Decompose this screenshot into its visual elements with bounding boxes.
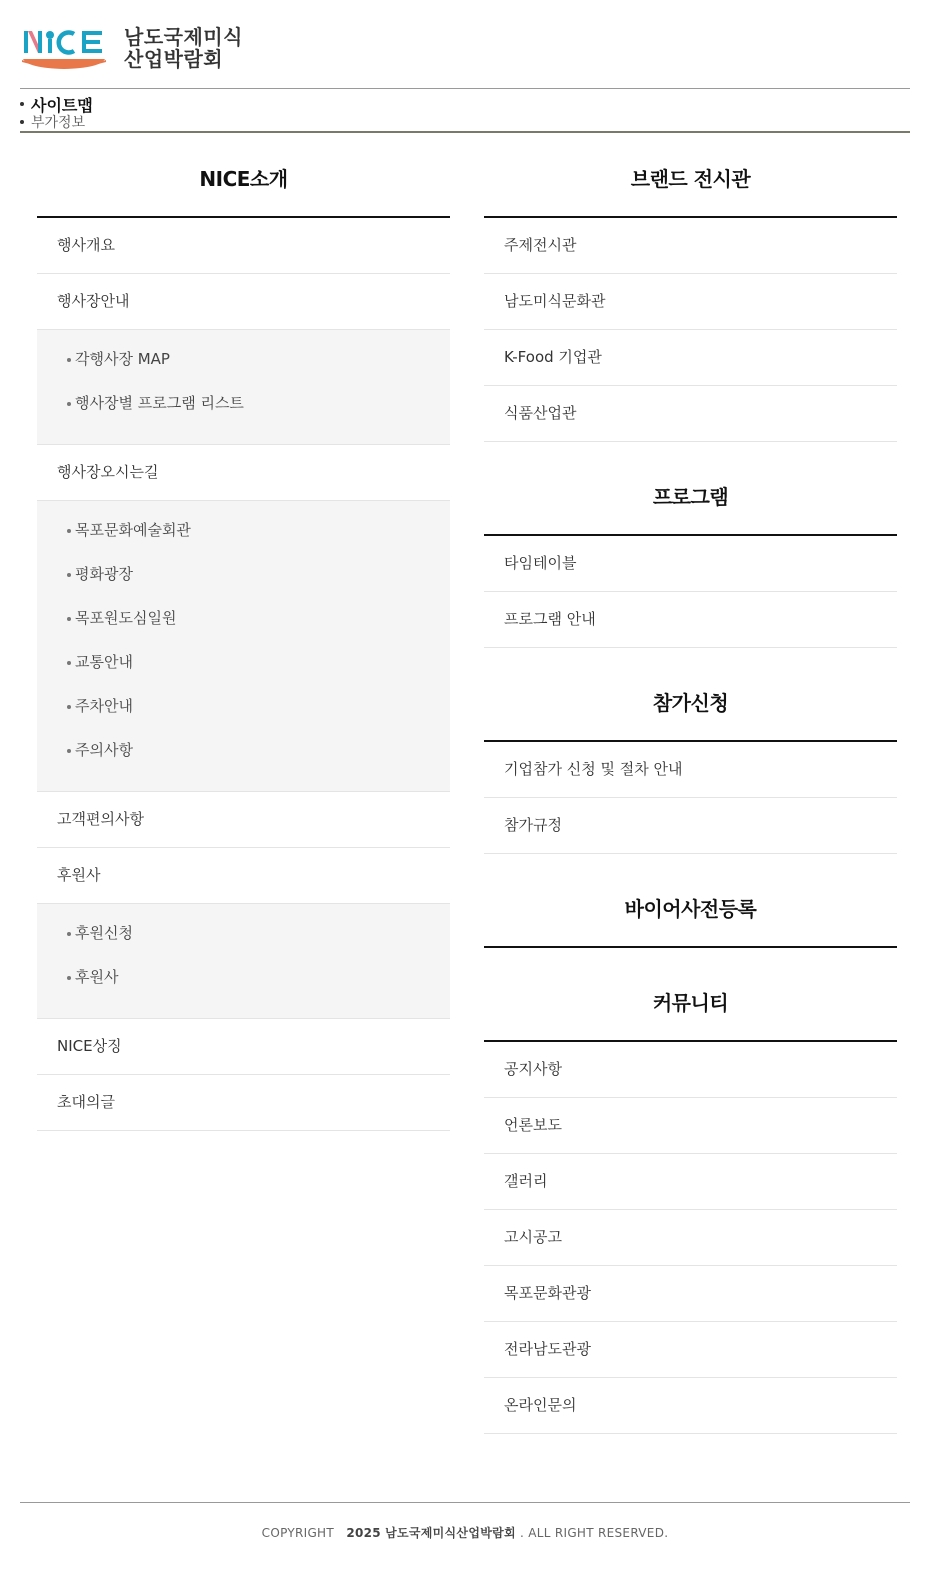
- sitemap-link[interactable]: 기업참가 신청 및 절차 안내: [484, 742, 897, 798]
- copyright-year: 2025: [346, 1526, 381, 1540]
- sitemap-sublink[interactable]: [37, 918, 450, 962]
- sitemap-link[interactable]: 행사장안내: [37, 274, 450, 330]
- section-title-buyer-preregistration[interactable]: 바이어사전등록: [484, 878, 897, 948]
- sitemap-link[interactable]: 식품산업관: [484, 386, 897, 442]
- sitemap-sublink[interactable]: [37, 344, 450, 388]
- section-title-nice-intro[interactable]: NICE소개: [37, 148, 450, 218]
- bullet-icon: [67, 976, 71, 980]
- sublink-label: 주차안내: [75, 697, 133, 715]
- section-title-registration[interactable]: 참가신청: [484, 672, 897, 742]
- sublink-label: 목포문화예술회관: [75, 521, 191, 539]
- sublink-label: 각행사장 MAP: [75, 350, 170, 368]
- sitemap-link[interactable]: K-Food 기업관: [484, 330, 897, 386]
- sublink-label: 교통안내: [75, 653, 133, 671]
- copyright-prefix: COPYRIGHT: [261, 1526, 334, 1540]
- breadcrumb: [20, 94, 93, 132]
- sitemap-sublink[interactable]: [37, 647, 450, 691]
- bullet-icon: [67, 749, 71, 753]
- brand-name: [124, 26, 243, 70]
- sitemap-sublink[interactable]: [37, 603, 450, 647]
- sitemap-sublink[interactable]: [37, 388, 450, 432]
- bullet-icon: [67, 705, 71, 709]
- sitemap-link[interactable]: 온라인문의: [484, 1378, 897, 1434]
- sitemap-submenu: [37, 501, 450, 792]
- sitemap-link[interactable]: 후원사: [37, 848, 450, 904]
- footer-copyright: [0, 1524, 930, 1541]
- sitemap-sublink[interactable]: [37, 515, 450, 559]
- sitemap-link[interactable]: 공지사항: [484, 1042, 897, 1098]
- sitemap-submenu: [37, 330, 450, 445]
- bullet-icon: [67, 529, 71, 533]
- bullet-icon: [67, 932, 71, 936]
- breadcrumb-label-main: 사이트맵: [31, 95, 93, 115]
- site-header: [20, 26, 280, 72]
- copyright-name: 남도국제미식산업박람회: [385, 1526, 516, 1540]
- sublink-label: 후원사: [75, 968, 119, 986]
- sublink-label: 평화광장: [75, 565, 133, 583]
- sitemap-column-right: [484, 148, 897, 1434]
- sitemap-link[interactable]: 남도미식문화관: [484, 274, 897, 330]
- sublink-label: 행사장별 프로그램 리스트: [75, 394, 244, 412]
- bullet-icon: [67, 661, 71, 665]
- breadcrumb-label-sub: 부가정보: [31, 115, 86, 131]
- sitemap-link[interactable]: 고객편의사항: [37, 792, 450, 848]
- sitemap-link[interactable]: 언론보도: [484, 1098, 897, 1154]
- sitemap-link[interactable]: 행사개요: [37, 218, 450, 274]
- copyright-suffix: . ALL RIGHT RESERVED.: [520, 1526, 669, 1540]
- breadcrumb-item-main[interactable]: [20, 94, 93, 114]
- section-title-brand-hall[interactable]: 브랜드 전시관: [484, 148, 897, 218]
- sitemap-link[interactable]: 전라남도관광: [484, 1322, 897, 1378]
- bullet-icon: [20, 102, 24, 106]
- sitemap-column-left: [37, 148, 450, 1131]
- section-title-program[interactable]: 프로그램: [484, 466, 897, 536]
- sitemap-link[interactable]: 프로그램 안내: [484, 592, 897, 648]
- sitemap-link[interactable]: 타임테이블: [484, 536, 897, 592]
- footer-divider: [20, 1502, 910, 1503]
- sitemap-link[interactable]: 참가규정: [484, 798, 897, 854]
- sitemap-link[interactable]: 갤러리: [484, 1154, 897, 1210]
- sitemap-submenu: [37, 904, 450, 1019]
- bullet-icon: [67, 402, 71, 406]
- brand-name-line2: 산업박람회: [124, 47, 224, 71]
- sublink-label: 주의사항: [75, 741, 133, 759]
- bullet-icon: [20, 120, 24, 124]
- sitemap-sublink[interactable]: [37, 691, 450, 735]
- sitemap-link[interactable]: NICE상징: [37, 1019, 450, 1075]
- bullet-icon: [67, 573, 71, 577]
- bullet-icon: [67, 617, 71, 621]
- sitemap-link[interactable]: 행사장오시는길: [37, 445, 450, 501]
- breadcrumb-divider: [20, 131, 910, 133]
- sitemap-link[interactable]: 목포문화관광: [484, 1266, 897, 1322]
- sublink-label: 목포원도심일원: [75, 609, 177, 627]
- nice-logo-icon[interactable]: [20, 26, 108, 72]
- sitemap-link[interactable]: 고시공고: [484, 1210, 897, 1266]
- header-divider: [20, 88, 910, 89]
- sitemap-link[interactable]: 주제전시관: [484, 218, 897, 274]
- section-title-community[interactable]: 커뮤니티: [484, 972, 897, 1042]
- sitemap-sublink[interactable]: [37, 962, 450, 1006]
- brand-name-line1: 남도국제미식: [124, 25, 243, 49]
- breadcrumb-item-sub[interactable]: [20, 112, 93, 132]
- bullet-icon: [67, 358, 71, 362]
- sublink-label: 후원신청: [75, 924, 133, 942]
- sitemap-sublink[interactable]: [37, 735, 450, 779]
- sitemap-sublink[interactable]: [37, 559, 450, 603]
- sitemap-link[interactable]: 초대의글: [37, 1075, 450, 1131]
